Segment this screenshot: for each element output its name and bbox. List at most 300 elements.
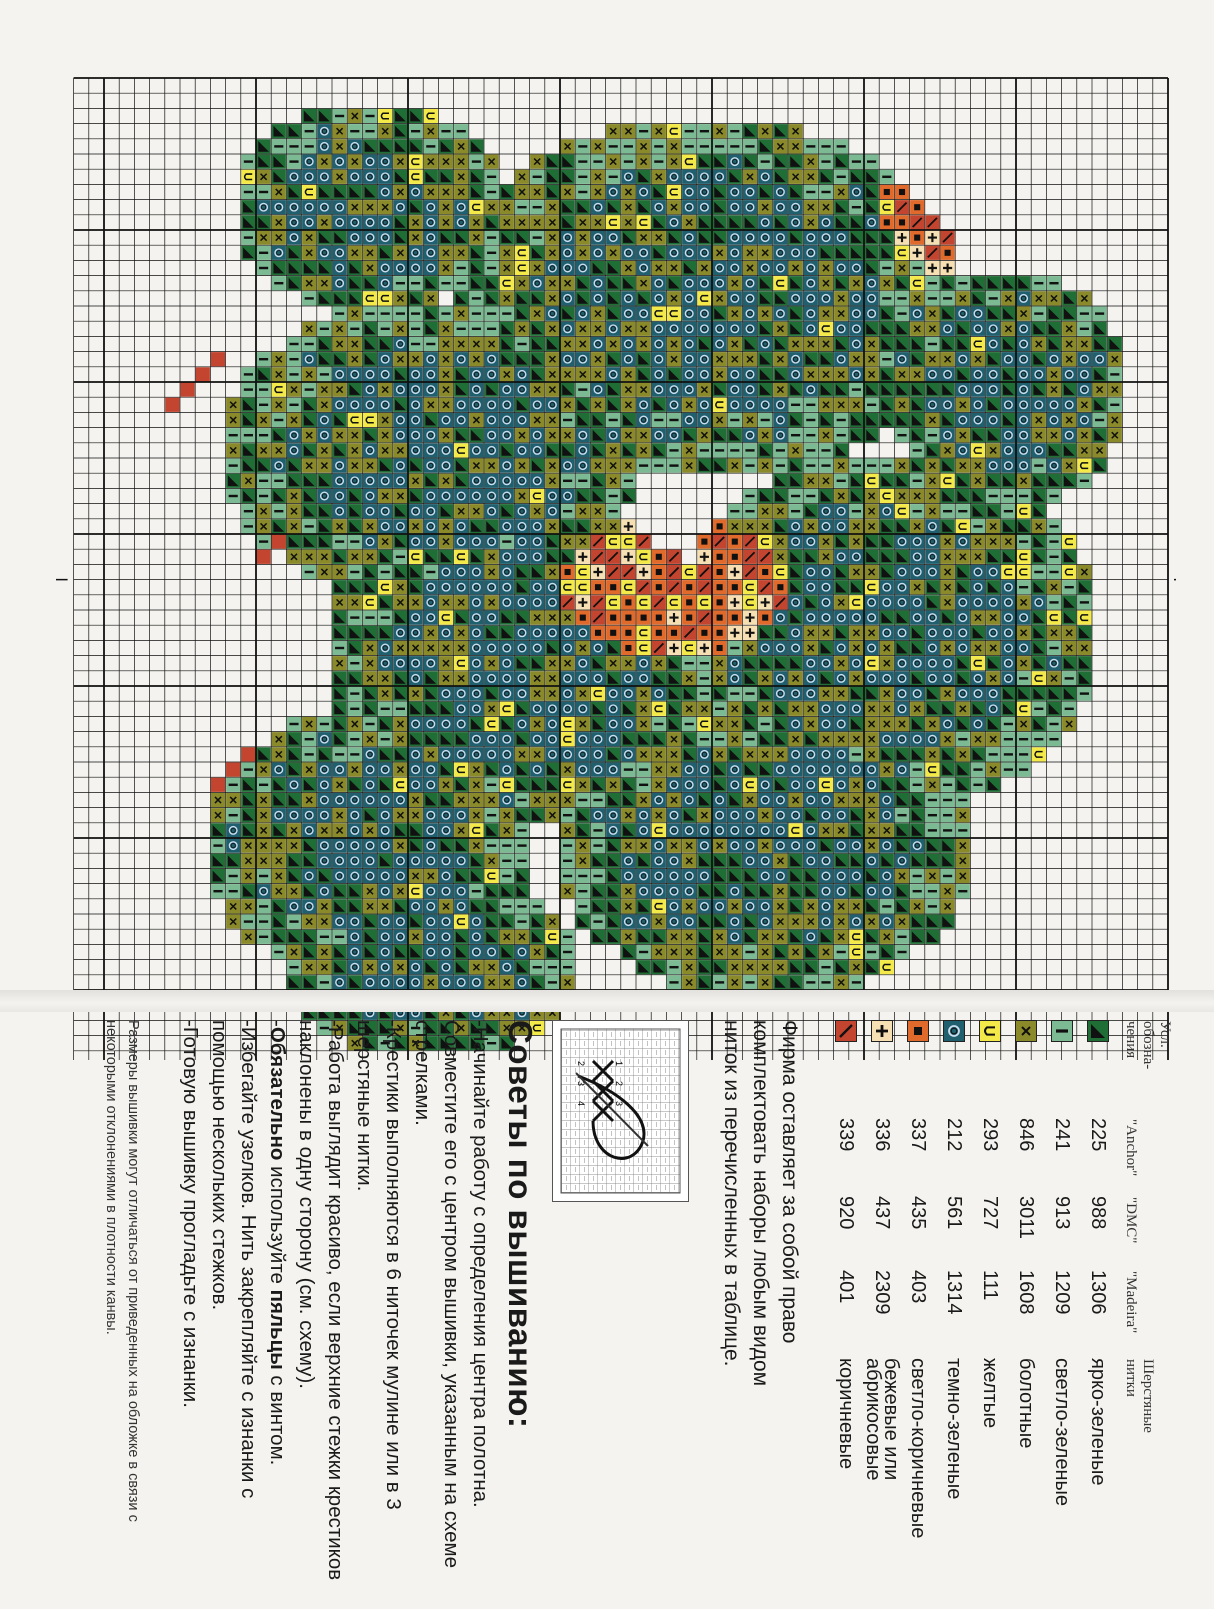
stitch-cell xyxy=(758,778,772,792)
stitch-cell xyxy=(378,170,392,184)
stitch-mark xyxy=(624,480,633,482)
stitch-cell xyxy=(865,276,879,290)
stitch-cell xyxy=(485,611,499,625)
stitch-mark xyxy=(669,449,678,451)
stitch-cell xyxy=(652,884,666,898)
stitch-cell xyxy=(515,671,529,685)
stitch-cell xyxy=(1062,535,1076,549)
stitch-cell xyxy=(743,276,757,290)
stitch-cell xyxy=(424,246,438,260)
stitch-cell xyxy=(606,732,620,746)
stitch-cell xyxy=(986,383,1000,397)
stitch-mark xyxy=(656,615,662,621)
stitch-cell xyxy=(895,626,909,640)
stitch-cell xyxy=(378,930,392,944)
stitch-cell xyxy=(652,200,666,214)
stitch-mark xyxy=(548,966,557,968)
stitch-cell xyxy=(500,550,514,564)
stitch-cell xyxy=(363,869,377,883)
stitch-cell xyxy=(454,352,468,366)
stitch-mark xyxy=(730,449,739,451)
stitch-mark xyxy=(852,464,861,466)
stitch-cell xyxy=(956,519,970,533)
stitch-cell xyxy=(667,246,681,260)
stitch-cell xyxy=(545,626,559,640)
stitch-cell xyxy=(682,352,696,366)
stitch-mark xyxy=(609,176,618,178)
stitch-mark xyxy=(578,388,587,390)
stitch-cell xyxy=(485,732,499,746)
stitch-cell xyxy=(849,930,863,944)
stitch-cell xyxy=(895,732,909,746)
stitch-cell xyxy=(637,656,651,670)
stitch-cell xyxy=(956,443,970,457)
stitch-cell xyxy=(804,671,818,685)
stitch-cell xyxy=(925,671,939,685)
stitch-mark xyxy=(578,480,587,482)
stitch-cell xyxy=(439,808,453,822)
stitch-cell xyxy=(637,671,651,685)
stitch-cell xyxy=(880,732,894,746)
stitch-cell xyxy=(789,778,803,792)
stitch-cell xyxy=(424,519,438,533)
stitch-cell xyxy=(956,626,970,640)
stitch-mark xyxy=(730,130,739,132)
stitch-cell xyxy=(804,565,818,579)
stitch-cell xyxy=(743,854,757,868)
stitch-cell xyxy=(758,231,772,245)
stitch-cell xyxy=(667,808,681,822)
stitch-cell xyxy=(880,504,894,518)
stitch-mark xyxy=(852,206,861,208)
stitch-mark xyxy=(533,206,542,208)
stitch-cell xyxy=(530,398,544,412)
stitch-mark xyxy=(899,219,905,225)
stitch-cell xyxy=(682,291,696,305)
stitch-cell xyxy=(409,383,423,397)
stitch-cell xyxy=(515,975,529,989)
stitch-cell xyxy=(819,611,833,625)
stitch-cell xyxy=(1001,595,1015,609)
stitch-cell xyxy=(728,261,742,275)
stitch-cell xyxy=(454,915,468,929)
stitch-cell xyxy=(469,930,483,944)
stitch-cell xyxy=(667,899,681,913)
stitch-mark xyxy=(441,312,450,314)
stitch-mark xyxy=(943,829,952,831)
stitch-mark xyxy=(365,616,374,618)
stitch-cell xyxy=(545,398,559,412)
stitch-cell xyxy=(789,246,803,260)
stitch-cell xyxy=(895,595,909,609)
stitch-cell xyxy=(728,671,742,685)
stitch-mark xyxy=(806,404,815,406)
stitch-cell xyxy=(393,793,407,807)
stitch-mark xyxy=(717,569,723,575)
stitch-cell xyxy=(485,474,499,488)
stitch-cell xyxy=(378,352,392,366)
stitch-cell xyxy=(545,489,559,503)
stitch-cell xyxy=(697,185,711,199)
stitch-cell xyxy=(363,155,377,169)
stitch-cell xyxy=(409,611,423,625)
stitch-mark xyxy=(745,464,754,466)
stitch-cell xyxy=(682,337,696,351)
stitch-cell xyxy=(621,580,635,594)
stitch-mark xyxy=(715,738,724,740)
stitch-mark xyxy=(578,176,587,178)
stitch-cell xyxy=(576,656,590,670)
stitch-cell xyxy=(743,307,757,321)
stitch-cell xyxy=(393,519,407,533)
stitch-cell xyxy=(773,763,787,777)
stitch-cell xyxy=(1001,459,1015,473)
stitch-cell xyxy=(697,839,711,853)
stitch-cell xyxy=(637,550,651,564)
stitch-cell xyxy=(773,200,787,214)
stitch-cell xyxy=(409,626,423,640)
stitch-cell xyxy=(348,793,362,807)
stitch-cell xyxy=(986,626,1000,640)
stitch-mark xyxy=(897,297,906,299)
stitch-cell xyxy=(439,945,453,959)
stitch-cell xyxy=(530,641,544,655)
stitch-cell xyxy=(545,702,559,716)
stitch-cell xyxy=(971,656,985,670)
stitch-cell xyxy=(485,671,499,685)
stitch-mark xyxy=(867,160,876,162)
stitch-cell xyxy=(591,246,605,260)
stitch-mark xyxy=(943,297,952,299)
stitch-mark xyxy=(928,297,937,299)
stitch-mark xyxy=(350,708,359,710)
stitch-mark xyxy=(928,343,937,345)
stitch-cell xyxy=(409,975,423,989)
stitch-mark xyxy=(1080,328,1089,330)
stitch-mark xyxy=(350,328,359,330)
stitch-cell xyxy=(424,595,438,609)
stitch-cell xyxy=(819,763,833,777)
stitch-cell xyxy=(439,975,453,989)
stitch-cell xyxy=(1077,413,1091,427)
stitch-cell xyxy=(485,367,499,381)
stitch-cell xyxy=(849,611,863,625)
stitch-cell xyxy=(880,200,894,214)
stitch-cell xyxy=(667,428,681,442)
stitch-cell xyxy=(515,595,529,609)
stitch-cell xyxy=(561,459,575,473)
stitch-cell xyxy=(363,854,377,868)
stitch-cell xyxy=(637,215,651,229)
stitch-mark xyxy=(669,966,678,968)
stitch-cell xyxy=(348,170,362,184)
stitch-cell xyxy=(849,337,863,351)
stitch-cell xyxy=(682,869,696,883)
stitch-cell xyxy=(393,854,407,868)
stitch-cell xyxy=(378,519,392,533)
stitch-mark xyxy=(472,160,481,162)
stitch-cell xyxy=(424,854,438,868)
stitch-cell xyxy=(849,185,863,199)
stitch-cell xyxy=(485,869,499,883)
stitch-cell xyxy=(621,687,635,701)
stitch-mark xyxy=(639,951,648,953)
stitch-mark xyxy=(928,890,937,892)
stitch-cell xyxy=(804,535,818,549)
stitch-cell xyxy=(1017,565,1031,579)
stitch-cell xyxy=(409,504,423,518)
stitch-mark xyxy=(899,189,905,195)
stitch-cell xyxy=(941,671,955,685)
stitch-cell xyxy=(652,291,666,305)
stitch-cell xyxy=(393,869,407,883)
stitch-cell xyxy=(606,367,620,381)
stitch-cell xyxy=(804,261,818,275)
stitch-cell xyxy=(713,398,727,412)
stitch-cell xyxy=(409,671,423,685)
stitch-cell xyxy=(789,367,803,381)
stitch-mark xyxy=(472,890,481,892)
stitch-cell xyxy=(667,215,681,229)
stitch-mark xyxy=(701,539,707,545)
stitch-cell xyxy=(424,884,438,898)
stitch-cell xyxy=(956,611,970,625)
stitch-cell xyxy=(819,854,833,868)
stitch-mark xyxy=(350,540,359,542)
stitch-cell xyxy=(1047,656,1061,670)
stitch-cell xyxy=(1017,504,1031,518)
stitch-cell xyxy=(834,641,848,655)
stitch-cell xyxy=(576,580,590,594)
stitch-cell xyxy=(545,580,559,594)
stitch-cell xyxy=(834,808,848,822)
stitch-cell xyxy=(865,215,879,229)
stitch-cell xyxy=(439,565,453,579)
stitch-mark xyxy=(457,130,466,132)
stitch-cell xyxy=(728,185,742,199)
stitch-cell xyxy=(865,763,879,777)
stitch-mark xyxy=(472,297,481,299)
stitch-cell xyxy=(925,535,939,549)
stitch-cell xyxy=(804,854,818,868)
stitch-cell xyxy=(637,823,651,837)
stitch-mark xyxy=(1004,495,1013,497)
stitch-cell xyxy=(439,823,453,837)
stitch-cell xyxy=(819,595,833,609)
stitch-cell xyxy=(865,671,879,685)
stitch-cell xyxy=(819,656,833,670)
stitch-mark xyxy=(654,464,663,466)
stitch-mark xyxy=(776,464,785,466)
stitch-mark xyxy=(685,662,694,664)
stitch-cell xyxy=(880,580,894,594)
stitch-cell xyxy=(910,656,924,670)
stitch-cell xyxy=(363,839,377,853)
stitch-mark xyxy=(837,145,846,147)
stitch-mark xyxy=(745,951,754,953)
stitch-cell xyxy=(682,185,696,199)
stitch-mark xyxy=(928,282,937,284)
stitch-cell xyxy=(743,595,757,609)
stitch-cell xyxy=(363,778,377,792)
stitch-cell xyxy=(363,398,377,412)
stitch-mark xyxy=(943,799,952,801)
stitch-cell xyxy=(849,702,863,716)
stitch-mark xyxy=(1034,708,1043,710)
stitch-cell xyxy=(697,869,711,883)
stitch-cell xyxy=(576,459,590,473)
stitch-cell xyxy=(880,489,894,503)
stitch-cell xyxy=(515,443,529,457)
stitch-cell xyxy=(971,717,985,731)
stitch-cell xyxy=(485,398,499,412)
stitch-mark xyxy=(882,267,891,269)
stitch-cell xyxy=(697,200,711,214)
stitch-cell xyxy=(789,519,803,533)
stitch-cell xyxy=(819,717,833,731)
stitch-cell xyxy=(561,246,575,260)
stitch-cell xyxy=(637,246,651,260)
stitch-cell xyxy=(652,337,666,351)
stitch-cell xyxy=(789,352,803,366)
stitch-cell xyxy=(773,307,787,321)
stitch-cell xyxy=(789,626,803,640)
stitch-cell xyxy=(469,580,483,594)
stitch-mark xyxy=(1080,692,1089,694)
stitch-cell xyxy=(713,337,727,351)
stitch-mark xyxy=(717,599,723,605)
stitch-cell xyxy=(500,383,514,397)
stitch-cell xyxy=(393,413,407,427)
stitch-mark xyxy=(595,584,601,590)
stitch-cell xyxy=(925,367,939,381)
stitch-mark xyxy=(745,981,754,983)
stitch-cell xyxy=(591,383,605,397)
stitch-cell xyxy=(378,641,392,655)
stitch-cell xyxy=(485,443,499,457)
stitch-cell xyxy=(986,702,1000,716)
stitch-cell xyxy=(485,717,499,731)
stitch-cell xyxy=(454,215,468,229)
stitch-cell xyxy=(545,595,559,609)
stitch-cell xyxy=(469,595,483,609)
stitch-cell xyxy=(621,291,635,305)
stitch-cell xyxy=(1017,428,1031,442)
stitch-cell xyxy=(925,398,939,412)
stitch-cell xyxy=(378,504,392,518)
stitch-cell xyxy=(409,428,423,442)
cross-stitch-chart xyxy=(56,70,1176,1060)
stitch-cell xyxy=(500,276,514,290)
stitch-mark xyxy=(593,875,602,877)
stitch-cell xyxy=(804,231,818,245)
stitch-cell xyxy=(469,565,483,579)
stitch-mark xyxy=(867,951,876,953)
stitch-cell xyxy=(880,869,894,883)
stitch-mark xyxy=(548,981,557,983)
stitch-mark xyxy=(563,480,572,482)
stitch-cell xyxy=(728,778,742,792)
stitch-cell xyxy=(424,428,438,442)
stitch-cell xyxy=(773,231,787,245)
stitch-cell xyxy=(348,367,362,381)
stitch-cell xyxy=(424,109,438,123)
stitch-cell xyxy=(424,231,438,245)
stitch-mark xyxy=(958,738,967,740)
stitch-cell xyxy=(378,763,392,777)
stitch-cell xyxy=(1062,398,1076,412)
stitch-cell xyxy=(378,915,392,929)
stitch-mark xyxy=(806,449,815,451)
stitch-cell xyxy=(910,595,924,609)
stitch-mark xyxy=(487,176,496,178)
stitch-cell xyxy=(363,215,377,229)
stitch-mark xyxy=(396,708,405,710)
stitch-mark xyxy=(717,645,723,651)
stitch-cell xyxy=(606,535,620,549)
stitch-cell xyxy=(819,778,833,792)
stitch-mark xyxy=(593,799,602,801)
stitch-cell xyxy=(363,747,377,761)
stitch-mark xyxy=(776,449,785,451)
stitch-mark xyxy=(715,145,724,147)
stitch-cell xyxy=(363,474,377,488)
stitch-mark xyxy=(806,191,815,193)
stitch-mark xyxy=(730,647,739,649)
stitch-cell xyxy=(728,808,742,822)
stitch-cell xyxy=(424,717,438,731)
stitch-mark xyxy=(1019,677,1028,679)
stitch-cell xyxy=(713,322,727,336)
stitch-mark xyxy=(578,799,587,801)
stitch-cell xyxy=(834,671,848,685)
stitch-cell xyxy=(500,960,514,974)
stitch-mark xyxy=(533,236,542,238)
stitch-cell xyxy=(910,839,924,853)
stitch-mark xyxy=(973,768,982,770)
stitch-mark xyxy=(350,738,359,740)
stitch-mark xyxy=(1034,464,1043,466)
stitch-cell xyxy=(576,671,590,685)
stitch-cell xyxy=(378,291,392,305)
stitch-cell xyxy=(469,747,483,761)
stitch-cell xyxy=(500,413,514,427)
stitch-mark xyxy=(1019,768,1028,770)
stitch-cell xyxy=(834,611,848,625)
stitch-cell xyxy=(910,611,924,625)
stitch-cell xyxy=(941,322,955,336)
stitch-cell xyxy=(1047,413,1061,427)
stitch-cell xyxy=(941,717,955,731)
stitch-mark xyxy=(837,419,846,421)
stitch-cell xyxy=(956,307,970,321)
stitch-mark xyxy=(958,829,967,831)
stitch-cell xyxy=(1017,550,1031,564)
stitch-mark xyxy=(472,312,481,314)
stitch-cell xyxy=(849,550,863,564)
stitch-cell xyxy=(439,717,453,731)
stitch-cell xyxy=(1017,367,1031,381)
stitch-cell xyxy=(409,884,423,898)
stitch-mark xyxy=(517,829,526,831)
stitch-mark xyxy=(563,844,572,846)
stitch-mark xyxy=(730,419,739,421)
stitch-cell xyxy=(910,732,924,746)
stitch-mark xyxy=(897,814,906,816)
stitch-mark xyxy=(928,829,937,831)
stitch-cell xyxy=(865,307,879,321)
stitch-cell xyxy=(576,352,590,366)
